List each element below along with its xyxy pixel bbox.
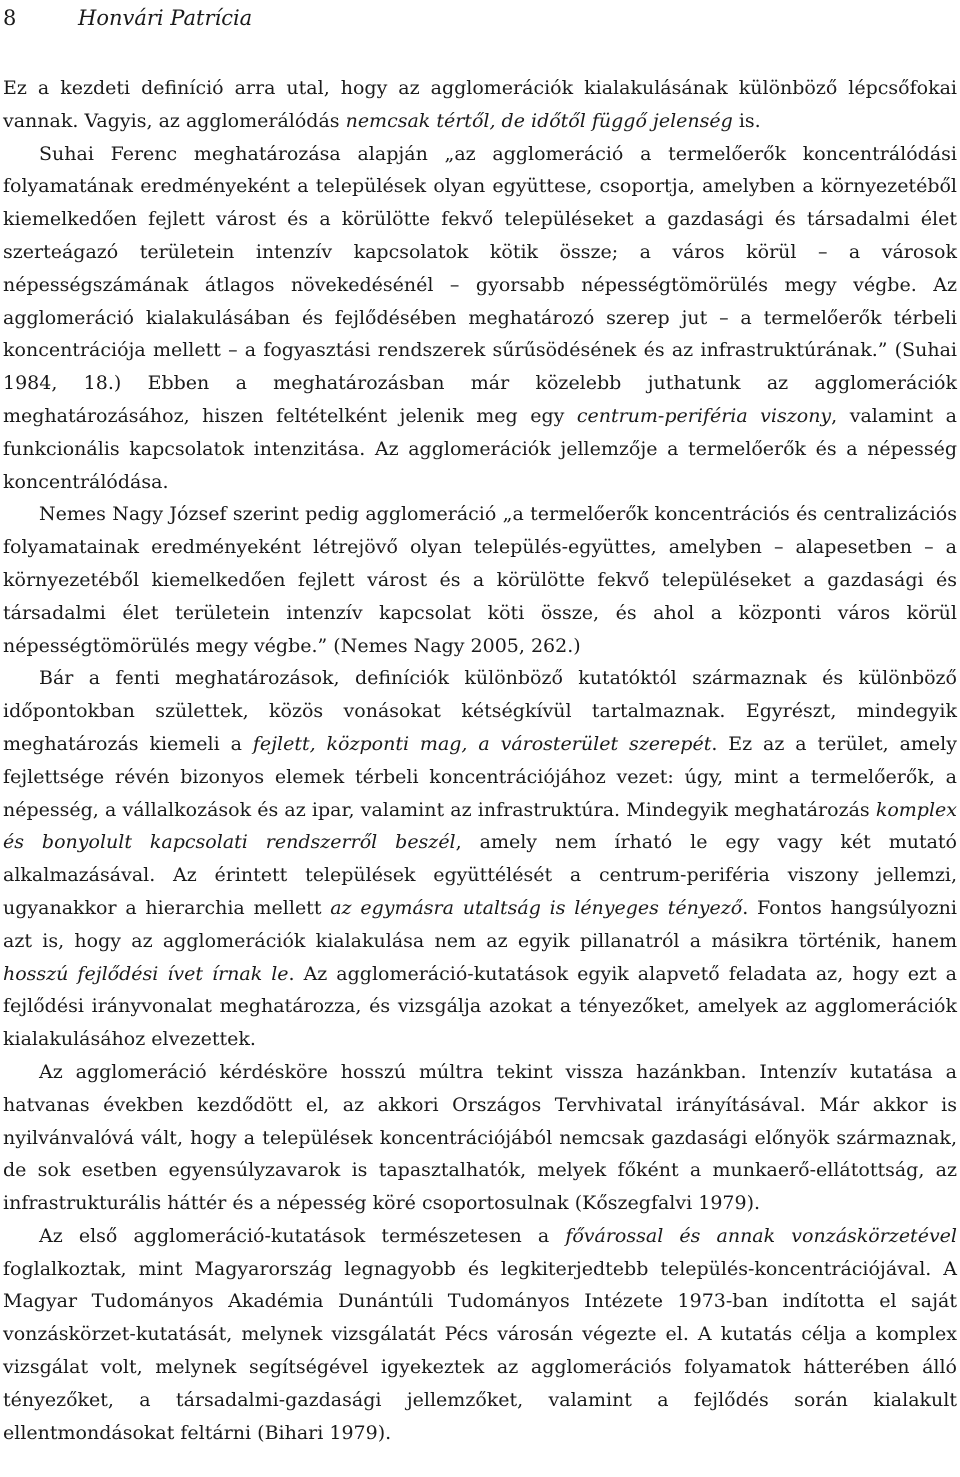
page-number: 8: [3, 6, 17, 30]
emphasized-text: fővárossal és annak vonzáskörzetével: [565, 1224, 957, 1247]
text-segment: Nemes Nagy József szerint pedig agglomeráció „a termelőerők koncentrációs és centralizációs folyamatainak eredményeként létrejövő olyan település-együttes, amelyben – alapesetben – a környezetéből kiemelkedően fejlett várost és a körülötte fekvő településeket a gazdasági és társadalmi élet területein intenzív kapcsolat köti össze, és ahol a központi város körül népességtömörülés megy végbe.” (Nemes Nagy 2005, 262.): [3, 503, 957, 657]
paragraph: [3, 1220, 957, 1450]
text-segment: . Fontos hangsúlyozni azt is, hogy az agglomerációk kialakulása nem az egyik pillanatról a másikra történik, hanem: [3, 896, 957, 952]
page-header: [3, 3, 957, 33]
text-segment: Bár a fenti meghatározások, definíciók különböző kutatóktól származnak és különböző időpontokban születtek, közös vonásokat kétségkívül tartalmaznak. Egyrészt, mindegyik meghatározás kiemeli a: [3, 667, 957, 755]
paragraph: [3, 72, 957, 138]
text-segment: Az agglomeráció kérdésköre hosszú múltra tekint vissza hazánkban. Intenzív kutatása a hatvanas években kezdődött el, az akkori Országos Tervhivatal irányításával. Már akkor is nyilvánvalóvá vált, hogy a települések koncentrációjából nemcsak gazdasági előnyök származnak, de sok esetben egyensúlyzavarok is tapasztalhatók, melyek főként a munkaerő-ellátottság, az infrastrukturális háttér és a népesség köré csoportosulnak (Kőszegfalvi 1979).: [3, 1060, 957, 1215]
text-segment: . Ez az a terület, amely fejlettsége révén bizonyos elemek térbeli koncentrációjához vezet: úgy, mint a termelőerők, a népesség, a vállalkozások és az ipar, valamint az infrastruktúra. Mindegyik meghatározás: [3, 732, 957, 821]
text-segment: foglalkoztak, mint Magyarország legnagyobb és legkiterjedtebb település-koncentrációjával. A Magyar Tudományos Akadémia Dunántúli Tudományos Intézete 1973-ban indította el saját vonzáskörzet-kutatását, melynek vizsgálatát Pécs városán végezte el. A kutatás célja a komplex vizsgálat volt, melynek segítségével igyekeztek az agglomerációs folyamatok hátterében álló tényezőket, a társadalmi-gazdasági jellemzőket, valamint a fejlődés során kialakult ellentmondásokat feltárni (Bihari 1979).: [3, 1257, 957, 1444]
text-segment: . Az agglomeráció-kutatások egyik alapvető feladata az, hogy ezt a fejlődési irányvonalat meghatározza, és vizsgálja azokat a tényezőket, amelyek az agglomerációk kialakulásához elvezettek.: [3, 962, 957, 1051]
emphasized-text: nemcsak tértől, de időtől függő jelenség: [345, 109, 733, 132]
text-segment: , amely nem írható le egy vagy két mutató alkalmazásával. Az érintett települések együttélését a centrum-periféria viszony jellemzi, ugyanakkor a hierarchia mellett: [3, 831, 957, 919]
text-segment: Suhai Ferenc meghatározása alapján „az agglomeráció a termelőerők koncentrálódási folyamatának eredményeként a települések olyan együttese, csoportja, amelyben a környezetéből kiemelkedően fejlett várost és a körülötte fekvő településeket a gazdasági és társadalmi élet szerteágazó területein intenzív kapcsolatok kötik össze; a város körül – a városok népességszámának átlagos növekedésénél – gyorsabb népességtömörülés megy végbe. Az agglomeráció kialakulásában és fejlődésében meghatározó szerep jut – a termelőerők térbeli koncentrációja mellett – a fogyasztási rendszerek sűrűsödésének és az infrastruktúrának.” (Suhai 1984, 18.) Ebben a meghatározásban már közelebb juthatunk az agglomerációk meghatározásához, hiszen feltételként jelenik meg egy: [3, 142, 957, 427]
text-segment: is.: [732, 109, 761, 132]
text-segment: , valamint a funkcionális kapcsolatok intenzitása. Az agglomerációk jellemzője a termelőerők és a népesség koncentrálódása.: [3, 404, 957, 493]
body-text: [3, 72, 957, 1449]
paragraph: [3, 662, 957, 1056]
text-segment: Ez a kezdeti definíció arra utal, hogy az agglomerációk kialakulásának különböző lépcsőfokai vannak. Vagyis, az agglomerálódás: [3, 77, 957, 132]
paragraph: [3, 138, 957, 499]
paragraph: [3, 498, 957, 662]
emphasized-text: az egymásra utaltság is lényeges tényező: [330, 896, 743, 919]
running-head: Honvári Patrícia: [78, 6, 253, 30]
emphasized-text: komplex és bonyolult kapcsolati rendszerről beszél: [3, 798, 957, 854]
emphasized-text: fejlett, központi mag, a városterület szerepét: [252, 732, 712, 755]
paragraph: [3, 1056, 957, 1220]
emphasized-text: hosszú fejlődési ívet írnak le: [3, 962, 289, 985]
text-segment: Az első agglomeráció-kutatások természetesen a: [39, 1224, 566, 1247]
emphasized-text: centrum-periféria viszony: [576, 404, 832, 427]
